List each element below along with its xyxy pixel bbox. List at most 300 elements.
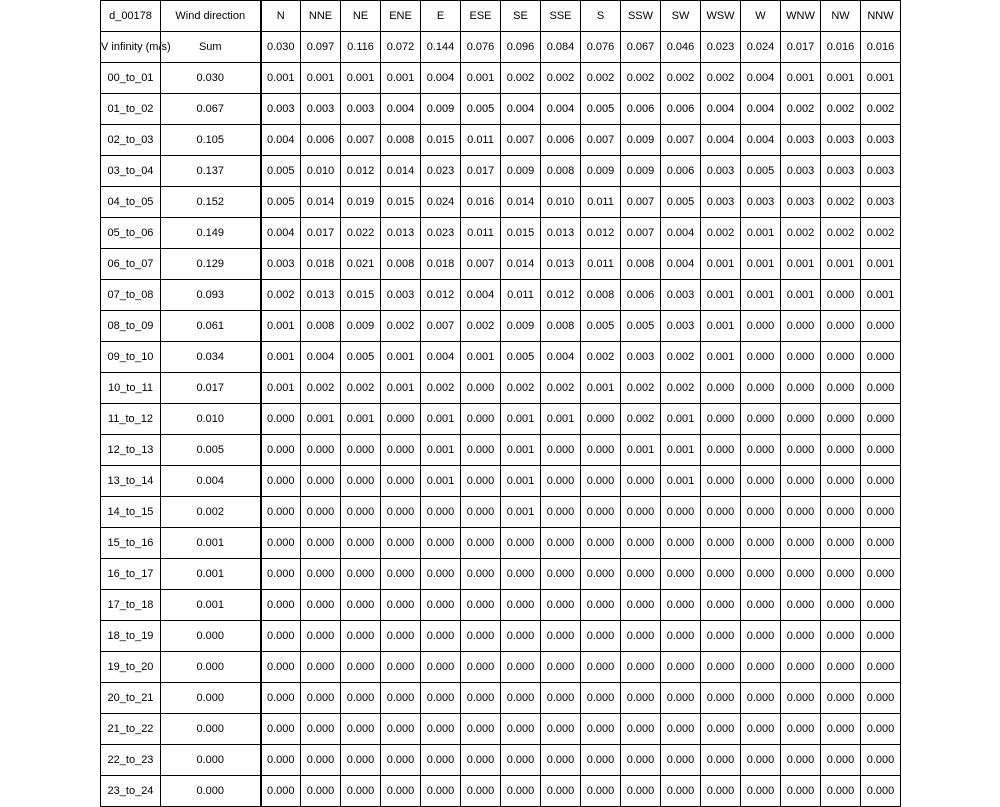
frequency-cell: 0.010 bbox=[541, 187, 581, 218]
frequency-cell: 0.011 bbox=[581, 187, 621, 218]
frequency-cell: 0.005 bbox=[661, 187, 701, 218]
frequency-cell: 0.002 bbox=[661, 342, 701, 373]
frequency-cell: 0.000 bbox=[861, 528, 901, 559]
table-row bbox=[101, 187, 901, 218]
frequency-cell: 0.000 bbox=[821, 435, 861, 466]
frequency-cell: 0.000 bbox=[301, 683, 341, 714]
frequency-cell: 0.005 bbox=[581, 94, 621, 125]
frequency-cell: 0.000 bbox=[301, 497, 341, 528]
direction-header-n: N bbox=[261, 1, 301, 32]
frequency-cell: 0.001 bbox=[821, 249, 861, 280]
frequency-cell: 0.001 bbox=[461, 342, 501, 373]
frequency-cell: 0.000 bbox=[701, 652, 741, 683]
frequency-cell: 0.004 bbox=[461, 280, 501, 311]
speed-bin-label: 13_to_14 bbox=[101, 466, 161, 497]
frequency-cell: 0.000 bbox=[541, 590, 581, 621]
frequency-cell: 0.001 bbox=[501, 404, 541, 435]
frequency-cell: 0.000 bbox=[861, 373, 901, 404]
frequency-cell: 0.013 bbox=[541, 218, 581, 249]
row-sum-cell: 0.000 bbox=[161, 745, 261, 776]
table-row bbox=[101, 435, 901, 466]
frequency-cell: 0.005 bbox=[741, 156, 781, 187]
frequency-cell: 0.002 bbox=[341, 373, 381, 404]
frequency-cell: 0.000 bbox=[861, 435, 901, 466]
frequency-cell: 0.000 bbox=[421, 745, 461, 776]
speed-bin-label: 09_to_10 bbox=[101, 342, 161, 373]
speed-bin-label: 05_to_06 bbox=[101, 218, 161, 249]
frequency-cell: 0.002 bbox=[501, 373, 541, 404]
direction-header-ssw: SSW bbox=[621, 1, 661, 32]
frequency-cell: 0.000 bbox=[781, 528, 821, 559]
frequency-cell: 0.002 bbox=[701, 218, 741, 249]
frequency-cell: 0.000 bbox=[581, 528, 621, 559]
frequency-cell: 0.000 bbox=[741, 683, 781, 714]
direction-header-w: W bbox=[741, 1, 781, 32]
frequency-cell: 0.000 bbox=[821, 528, 861, 559]
frequency-cell: 0.000 bbox=[421, 621, 461, 652]
frequency-cell: 0.001 bbox=[261, 311, 301, 342]
frequency-cell: 0.000 bbox=[301, 714, 341, 745]
frequency-cell: 0.009 bbox=[421, 94, 461, 125]
frequency-cell: 0.007 bbox=[341, 125, 381, 156]
frequency-cell: 0.000 bbox=[581, 590, 621, 621]
frequency-cell: 0.000 bbox=[821, 404, 861, 435]
frequency-cell: 0.000 bbox=[541, 466, 581, 497]
row-sum-cell: 0.005 bbox=[161, 435, 261, 466]
frequency-cell: 0.000 bbox=[621, 466, 661, 497]
frequency-cell: 0.004 bbox=[421, 342, 461, 373]
table-id-label: d_00178 bbox=[101, 1, 161, 32]
wind-frequency-table bbox=[100, 0, 901, 807]
frequency-cell: 0.003 bbox=[781, 187, 821, 218]
frequency-cell: 0.000 bbox=[621, 652, 661, 683]
frequency-cell: 0.005 bbox=[341, 342, 381, 373]
frequency-cell: 0.001 bbox=[381, 63, 421, 94]
frequency-cell: 0.003 bbox=[261, 94, 301, 125]
frequency-cell: 0.000 bbox=[461, 559, 501, 590]
speed-bin-label: 03_to_04 bbox=[101, 156, 161, 187]
frequency-cell: 0.003 bbox=[341, 94, 381, 125]
frequency-cell: 0.000 bbox=[501, 683, 541, 714]
frequency-cell: 0.003 bbox=[861, 187, 901, 218]
frequency-cell: 0.000 bbox=[581, 652, 621, 683]
frequency-cell: 0.007 bbox=[621, 218, 661, 249]
frequency-cell: 0.000 bbox=[821, 373, 861, 404]
frequency-cell: 0.018 bbox=[301, 249, 341, 280]
direction-header-s: S bbox=[581, 1, 621, 32]
frequency-cell: 0.012 bbox=[421, 280, 461, 311]
frequency-cell: 0.001 bbox=[741, 218, 781, 249]
frequency-cell: 0.006 bbox=[541, 125, 581, 156]
frequency-cell: 0.000 bbox=[261, 435, 301, 466]
frequency-cell: 0.003 bbox=[741, 187, 781, 218]
frequency-cell: 0.000 bbox=[741, 776, 781, 807]
frequency-cell: 0.003 bbox=[621, 342, 661, 373]
table-row bbox=[101, 249, 901, 280]
wind-direction-header: Wind direction bbox=[161, 1, 261, 32]
frequency-cell: 0.007 bbox=[461, 249, 501, 280]
frequency-cell: 0.000 bbox=[581, 621, 621, 652]
frequency-cell: 0.000 bbox=[781, 373, 821, 404]
frequency-cell: 0.000 bbox=[741, 559, 781, 590]
frequency-cell: 0.000 bbox=[541, 435, 581, 466]
wind-frequency-sheet bbox=[100, 0, 900, 800]
frequency-cell: 0.015 bbox=[341, 280, 381, 311]
table-row bbox=[101, 497, 901, 528]
frequency-cell: 0.000 bbox=[821, 280, 861, 311]
frequency-cell: 0.000 bbox=[821, 311, 861, 342]
frequency-cell: 0.000 bbox=[821, 342, 861, 373]
row-sum-cell: 0.105 bbox=[161, 125, 261, 156]
frequency-cell: 0.000 bbox=[501, 652, 541, 683]
table-row bbox=[101, 652, 901, 683]
frequency-cell: 0.002 bbox=[501, 63, 541, 94]
frequency-cell: 0.002 bbox=[661, 373, 701, 404]
direction-sum-cell: 0.072 bbox=[381, 32, 421, 63]
frequency-cell: 0.000 bbox=[341, 776, 381, 807]
frequency-cell: 0.005 bbox=[261, 187, 301, 218]
frequency-cell: 0.000 bbox=[421, 652, 461, 683]
table-row bbox=[101, 745, 901, 776]
frequency-cell: 0.000 bbox=[701, 435, 741, 466]
frequency-cell: 0.022 bbox=[341, 218, 381, 249]
frequency-cell: 0.001 bbox=[781, 63, 821, 94]
frequency-cell: 0.002 bbox=[261, 280, 301, 311]
frequency-cell: 0.021 bbox=[341, 249, 381, 280]
row-sum-cell: 0.000 bbox=[161, 776, 261, 807]
frequency-cell: 0.000 bbox=[701, 528, 741, 559]
frequency-cell: 0.003 bbox=[701, 187, 741, 218]
frequency-cell: 0.000 bbox=[501, 528, 541, 559]
frequency-cell: 0.000 bbox=[341, 745, 381, 776]
frequency-cell: 0.008 bbox=[541, 311, 581, 342]
frequency-cell: 0.001 bbox=[861, 249, 901, 280]
frequency-cell: 0.000 bbox=[301, 435, 341, 466]
frequency-cell: 0.000 bbox=[781, 745, 821, 776]
row-sum-cell: 0.002 bbox=[161, 497, 261, 528]
frequency-cell: 0.001 bbox=[341, 404, 381, 435]
frequency-cell: 0.000 bbox=[541, 745, 581, 776]
direction-sum-cell: 0.116 bbox=[341, 32, 381, 63]
frequency-cell: 0.001 bbox=[421, 435, 461, 466]
frequency-cell: 0.004 bbox=[701, 125, 741, 156]
frequency-cell: 0.009 bbox=[501, 311, 541, 342]
frequency-cell: 0.004 bbox=[741, 125, 781, 156]
frequency-cell: 0.000 bbox=[541, 776, 581, 807]
speed-bin-label: 07_to_08 bbox=[101, 280, 161, 311]
frequency-cell: 0.011 bbox=[501, 280, 541, 311]
frequency-cell: 0.000 bbox=[301, 745, 341, 776]
row-sum-cell: 0.061 bbox=[161, 311, 261, 342]
frequency-cell: 0.000 bbox=[741, 652, 781, 683]
frequency-cell: 0.002 bbox=[661, 63, 701, 94]
frequency-cell: 0.017 bbox=[461, 156, 501, 187]
frequency-cell: 0.000 bbox=[821, 652, 861, 683]
row-sum-cell: 0.000 bbox=[161, 683, 261, 714]
frequency-cell: 0.001 bbox=[581, 373, 621, 404]
frequency-cell: 0.000 bbox=[741, 714, 781, 745]
direction-sum-cell: 0.024 bbox=[741, 32, 781, 63]
frequency-cell: 0.001 bbox=[261, 63, 301, 94]
frequency-cell: 0.000 bbox=[621, 621, 661, 652]
frequency-cell: 0.001 bbox=[261, 342, 301, 373]
frequency-cell: 0.000 bbox=[541, 528, 581, 559]
frequency-cell: 0.006 bbox=[621, 94, 661, 125]
frequency-cell: 0.013 bbox=[541, 249, 581, 280]
direction-header-nne: NNE bbox=[301, 1, 341, 32]
frequency-cell: 0.000 bbox=[581, 776, 621, 807]
frequency-cell: 0.002 bbox=[781, 218, 821, 249]
frequency-cell: 0.000 bbox=[621, 559, 661, 590]
row-sum-cell: 0.000 bbox=[161, 714, 261, 745]
frequency-cell: 0.008 bbox=[381, 249, 421, 280]
frequency-cell: 0.000 bbox=[621, 590, 661, 621]
frequency-cell: 0.000 bbox=[381, 652, 421, 683]
frequency-cell: 0.012 bbox=[341, 156, 381, 187]
speed-bin-label: 16_to_17 bbox=[101, 559, 161, 590]
direction-header-ene: ENE bbox=[381, 1, 421, 32]
frequency-cell: 0.000 bbox=[861, 590, 901, 621]
frequency-cell: 0.001 bbox=[701, 280, 741, 311]
frequency-cell: 0.004 bbox=[381, 94, 421, 125]
frequency-cell: 0.000 bbox=[501, 559, 541, 590]
frequency-cell: 0.001 bbox=[661, 466, 701, 497]
frequency-cell: 0.002 bbox=[821, 187, 861, 218]
table-row bbox=[101, 125, 901, 156]
frequency-cell: 0.000 bbox=[261, 404, 301, 435]
frequency-cell: 0.000 bbox=[861, 342, 901, 373]
frequency-cell: 0.017 bbox=[301, 218, 341, 249]
direction-header-wnw: WNW bbox=[781, 1, 821, 32]
frequency-cell: 0.000 bbox=[861, 311, 901, 342]
frequency-cell: 0.000 bbox=[261, 745, 301, 776]
frequency-cell: 0.000 bbox=[821, 590, 861, 621]
frequency-cell: 0.000 bbox=[381, 745, 421, 776]
table-row bbox=[101, 559, 901, 590]
frequency-cell: 0.000 bbox=[421, 528, 461, 559]
frequency-cell: 0.001 bbox=[341, 63, 381, 94]
direction-sum-cell: 0.046 bbox=[661, 32, 701, 63]
frequency-cell: 0.006 bbox=[621, 280, 661, 311]
frequency-cell: 0.000 bbox=[501, 776, 541, 807]
frequency-cell: 0.005 bbox=[581, 311, 621, 342]
table-row bbox=[101, 590, 901, 621]
frequency-cell: 0.001 bbox=[861, 63, 901, 94]
frequency-cell: 0.008 bbox=[581, 280, 621, 311]
frequency-cell: 0.000 bbox=[821, 776, 861, 807]
frequency-cell: 0.003 bbox=[861, 125, 901, 156]
frequency-cell: 0.018 bbox=[421, 249, 461, 280]
frequency-cell: 0.002 bbox=[861, 94, 901, 125]
frequency-cell: 0.002 bbox=[581, 63, 621, 94]
frequency-cell: 0.001 bbox=[421, 466, 461, 497]
frequency-cell: 0.000 bbox=[701, 683, 741, 714]
frequency-cell: 0.000 bbox=[341, 590, 381, 621]
frequency-cell: 0.007 bbox=[501, 125, 541, 156]
direction-header-se: SE bbox=[501, 1, 541, 32]
frequency-cell: 0.004 bbox=[701, 94, 741, 125]
frequency-cell: 0.000 bbox=[581, 745, 621, 776]
frequency-cell: 0.000 bbox=[701, 776, 741, 807]
frequency-cell: 0.000 bbox=[781, 497, 821, 528]
speed-bin-label: 02_to_03 bbox=[101, 125, 161, 156]
sum-row bbox=[101, 32, 901, 63]
frequency-cell: 0.014 bbox=[301, 187, 341, 218]
frequency-cell: 0.001 bbox=[661, 404, 701, 435]
speed-bin-label: 12_to_13 bbox=[101, 435, 161, 466]
frequency-cell: 0.001 bbox=[741, 249, 781, 280]
frequency-cell: 0.000 bbox=[461, 466, 501, 497]
frequency-cell: 0.000 bbox=[821, 497, 861, 528]
direction-sum-cell: 0.023 bbox=[701, 32, 741, 63]
frequency-cell: 0.002 bbox=[381, 311, 421, 342]
frequency-cell: 0.000 bbox=[381, 404, 421, 435]
row-sum-cell: 0.001 bbox=[161, 528, 261, 559]
row-sum-cell: 0.152 bbox=[161, 187, 261, 218]
frequency-cell: 0.001 bbox=[661, 435, 701, 466]
frequency-cell: 0.000 bbox=[821, 714, 861, 745]
frequency-cell: 0.002 bbox=[461, 311, 501, 342]
frequency-cell: 0.006 bbox=[301, 125, 341, 156]
frequency-cell: 0.000 bbox=[781, 683, 821, 714]
frequency-cell: 0.000 bbox=[741, 311, 781, 342]
frequency-cell: 0.013 bbox=[381, 218, 421, 249]
frequency-cell: 0.000 bbox=[861, 466, 901, 497]
frequency-cell: 0.000 bbox=[741, 590, 781, 621]
frequency-cell: 0.000 bbox=[661, 714, 701, 745]
frequency-cell: 0.000 bbox=[261, 559, 301, 590]
frequency-cell: 0.001 bbox=[821, 63, 861, 94]
frequency-cell: 0.000 bbox=[461, 528, 501, 559]
frequency-cell: 0.000 bbox=[501, 745, 541, 776]
row-sum-cell: 0.034 bbox=[161, 342, 261, 373]
frequency-cell: 0.001 bbox=[741, 280, 781, 311]
frequency-cell: 0.000 bbox=[461, 435, 501, 466]
frequency-cell: 0.002 bbox=[781, 94, 821, 125]
frequency-cell: 0.001 bbox=[781, 280, 821, 311]
frequency-cell: 0.000 bbox=[381, 528, 421, 559]
frequency-cell: 0.000 bbox=[741, 342, 781, 373]
frequency-cell: 0.000 bbox=[341, 466, 381, 497]
frequency-cell: 0.000 bbox=[661, 652, 701, 683]
frequency-cell: 0.000 bbox=[261, 590, 301, 621]
frequency-cell: 0.000 bbox=[381, 683, 421, 714]
frequency-cell: 0.001 bbox=[781, 249, 821, 280]
direction-sum-cell: 0.076 bbox=[581, 32, 621, 63]
row-sum-cell: 0.004 bbox=[161, 466, 261, 497]
frequency-cell: 0.000 bbox=[821, 466, 861, 497]
frequency-cell: 0.000 bbox=[821, 559, 861, 590]
frequency-cell: 0.007 bbox=[421, 311, 461, 342]
table-row bbox=[101, 280, 901, 311]
row-sum-cell: 0.067 bbox=[161, 94, 261, 125]
direction-sum-cell: 0.084 bbox=[541, 32, 581, 63]
speed-bin-label: 14_to_15 bbox=[101, 497, 161, 528]
frequency-cell: 0.005 bbox=[461, 94, 501, 125]
frequency-cell: 0.001 bbox=[541, 404, 581, 435]
speed-bin-label: 06_to_07 bbox=[101, 249, 161, 280]
direction-sum-cell: 0.017 bbox=[781, 32, 821, 63]
frequency-cell: 0.000 bbox=[301, 652, 341, 683]
speed-bin-label: 08_to_09 bbox=[101, 311, 161, 342]
frequency-cell: 0.000 bbox=[701, 466, 741, 497]
frequency-cell: 0.004 bbox=[261, 125, 301, 156]
frequency-cell: 0.000 bbox=[701, 404, 741, 435]
frequency-cell: 0.001 bbox=[381, 342, 421, 373]
frequency-cell: 0.000 bbox=[661, 745, 701, 776]
direction-sum-cell: 0.144 bbox=[421, 32, 461, 63]
frequency-cell: 0.000 bbox=[701, 714, 741, 745]
frequency-cell: 0.000 bbox=[781, 590, 821, 621]
frequency-cell: 0.000 bbox=[301, 559, 341, 590]
table-row bbox=[101, 94, 901, 125]
table-row bbox=[101, 404, 901, 435]
frequency-cell: 0.000 bbox=[661, 683, 701, 714]
table-row bbox=[101, 373, 901, 404]
frequency-cell: 0.002 bbox=[421, 373, 461, 404]
frequency-cell: 0.000 bbox=[541, 621, 581, 652]
frequency-cell: 0.000 bbox=[781, 311, 821, 342]
frequency-cell: 0.004 bbox=[741, 94, 781, 125]
frequency-cell: 0.000 bbox=[461, 497, 501, 528]
frequency-cell: 0.000 bbox=[541, 497, 581, 528]
frequency-cell: 0.004 bbox=[501, 94, 541, 125]
frequency-cell: 0.000 bbox=[301, 466, 341, 497]
frequency-cell: 0.003 bbox=[381, 280, 421, 311]
direction-header-wsw: WSW bbox=[701, 1, 741, 32]
v-infinity-label: V infinity (m/s) bbox=[101, 32, 161, 63]
frequency-cell: 0.004 bbox=[541, 342, 581, 373]
frequency-cell: 0.000 bbox=[741, 621, 781, 652]
frequency-cell: 0.000 bbox=[741, 466, 781, 497]
frequency-cell: 0.015 bbox=[421, 125, 461, 156]
frequency-cell: 0.000 bbox=[581, 435, 621, 466]
row-sum-cell: 0.001 bbox=[161, 559, 261, 590]
frequency-cell: 0.019 bbox=[341, 187, 381, 218]
frequency-cell: 0.011 bbox=[581, 249, 621, 280]
frequency-cell: 0.001 bbox=[701, 311, 741, 342]
frequency-cell: 0.000 bbox=[781, 404, 821, 435]
table-row bbox=[101, 311, 901, 342]
direction-header-nw: NW bbox=[821, 1, 861, 32]
frequency-cell: 0.002 bbox=[581, 342, 621, 373]
direction-header-ne: NE bbox=[341, 1, 381, 32]
frequency-cell: 0.000 bbox=[861, 683, 901, 714]
frequency-cell: 0.000 bbox=[461, 683, 501, 714]
direction-sum-cell: 0.016 bbox=[861, 32, 901, 63]
speed-bin-label: 00_to_01 bbox=[101, 63, 161, 94]
frequency-cell: 0.003 bbox=[701, 156, 741, 187]
frequency-cell: 0.000 bbox=[341, 497, 381, 528]
frequency-cell: 0.000 bbox=[461, 373, 501, 404]
frequency-cell: 0.000 bbox=[461, 652, 501, 683]
frequency-cell: 0.000 bbox=[861, 714, 901, 745]
frequency-cell: 0.000 bbox=[501, 714, 541, 745]
frequency-cell: 0.000 bbox=[421, 559, 461, 590]
table-row bbox=[101, 466, 901, 497]
speed-bin-label: 19_to_20 bbox=[101, 652, 161, 683]
frequency-cell: 0.000 bbox=[301, 621, 341, 652]
frequency-cell: 0.000 bbox=[621, 497, 661, 528]
frequency-cell: 0.000 bbox=[621, 776, 661, 807]
frequency-cell: 0.001 bbox=[301, 63, 341, 94]
frequency-cell: 0.015 bbox=[381, 187, 421, 218]
frequency-cell: 0.000 bbox=[341, 683, 381, 714]
frequency-cell: 0.000 bbox=[781, 714, 821, 745]
speed-bin-label: 21_to_22 bbox=[101, 714, 161, 745]
frequency-cell: 0.008 bbox=[301, 311, 341, 342]
frequency-cell: 0.000 bbox=[661, 590, 701, 621]
